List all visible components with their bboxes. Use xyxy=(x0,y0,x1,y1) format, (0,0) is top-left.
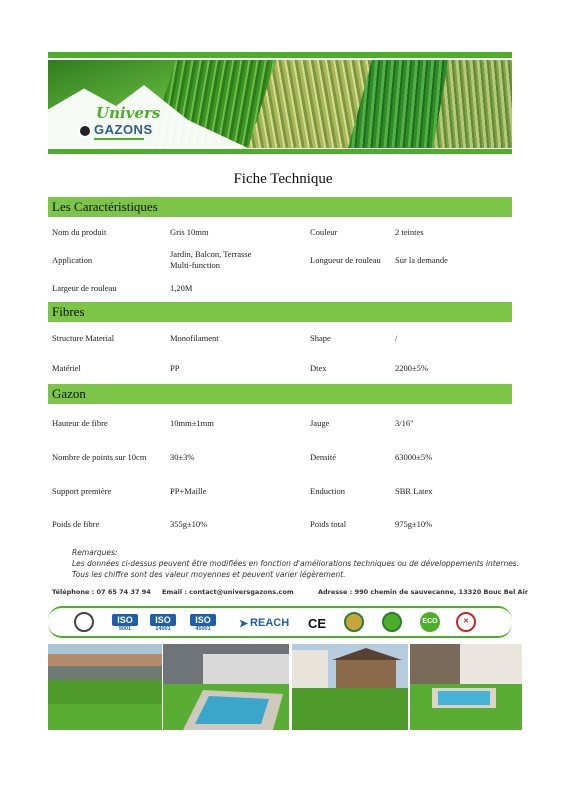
label-longueur-rouleau: Longueur de rouleau xyxy=(310,255,381,265)
label-nom-produit: Nom du produit xyxy=(52,227,107,237)
label-largeur-rouleau: Largeur de rouleau xyxy=(52,283,117,293)
label-support-premiere: Support première xyxy=(52,486,112,496)
reach-logo: ➤ REACH xyxy=(238,617,290,630)
remarks-block xyxy=(72,547,542,580)
section-fibres-heading: Fibres xyxy=(48,302,512,322)
contact-email[interactable]: Email : contact@universgazons.com xyxy=(162,588,294,596)
reach-arrow-icon: ➤ xyxy=(238,617,249,630)
label-dtex: Dtex xyxy=(310,363,327,373)
banner-bottom-bar xyxy=(48,149,512,154)
label-application: Application xyxy=(52,255,93,265)
remarks-line-2: Tous les chiffre sont des valeur moyennes et peuvent varier légèrement. xyxy=(72,570,346,579)
iso-14001-badge: ISO 14001 xyxy=(150,612,176,634)
value-application: Jardin, Balcon, Terrasse xyxy=(170,249,252,259)
logo-text-univers: Univers xyxy=(96,104,161,122)
remarks-title: Remarques: xyxy=(72,548,118,557)
section-gazon-heading: Gazon xyxy=(48,384,512,404)
label-hauteur-fibre: Hauteur de fibre xyxy=(52,418,108,428)
pool-lawn-photo xyxy=(163,644,289,730)
iso-9001-badge: ISO 9001 xyxy=(112,612,138,634)
value-densite: 63000±5% xyxy=(395,452,433,462)
eco-leaf-icon: ECO xyxy=(420,612,440,632)
value-shape: / xyxy=(395,333,398,343)
contact-address: Adresse : 990 chemin de sauvecanne, 13320 Bouc Bel Air xyxy=(318,588,529,596)
label-poids-total: Poids total xyxy=(310,519,347,529)
value-longueur-rouleau: Sur la demande xyxy=(395,255,448,265)
value-poids-fibre: 355g±10% xyxy=(170,519,208,529)
iso-45001-badge: ISO 45001 xyxy=(190,612,216,634)
label-jauge: Jauge xyxy=(310,418,330,428)
value-nombre-points: 30±3% xyxy=(170,452,195,462)
value-couleur: 2 teintes xyxy=(395,227,424,237)
value-nom-produit: Gris 10mm xyxy=(170,227,209,237)
logo-text-gazons: GAZONS xyxy=(94,122,153,137)
value-application-extra: Multi-function xyxy=(170,260,221,270)
label-materiel: Matériel xyxy=(52,363,81,373)
univers-gazons-logo xyxy=(78,104,178,144)
remarks-line-1: Les données ci-dessus peuvent être modifiées en fonction d'améliorations techniques ou de développements internes. xyxy=(72,559,520,568)
label-poids-fibre: Poids de fibre xyxy=(52,519,100,529)
value-jauge: 3/16" xyxy=(395,418,414,428)
label-couleur: Couleur xyxy=(310,227,338,237)
banner-top-bar xyxy=(48,52,512,58)
label-shape: Shape xyxy=(310,333,331,343)
label-enduction: Enduction xyxy=(310,486,345,496)
value-largeur-rouleau: 1,20M xyxy=(170,283,193,293)
value-structure-material: Monofilament xyxy=(170,333,219,343)
cabin-lawn-photo xyxy=(292,644,408,730)
value-poids-total: 975g±10% xyxy=(395,519,433,529)
label-nombre-points: Nombre de points sur 10cm xyxy=(52,452,147,462)
label-densite: Densité xyxy=(310,452,336,462)
section-caracteristiques-heading: Les Caractéristiques xyxy=(48,197,512,217)
contact-phone[interactable]: Téléphone : 07 65 74 37 94 xyxy=(52,588,151,596)
value-enduction: SBR Latex xyxy=(395,486,433,496)
soccer-ball-icon xyxy=(78,124,92,138)
recycle-icon xyxy=(382,612,402,632)
garden-lawn-photo xyxy=(48,644,162,730)
value-dtex: 2200±5% xyxy=(395,363,428,373)
value-support-premiere: PP+Maille xyxy=(170,486,207,496)
no-fire-icon: ✕ xyxy=(456,612,476,632)
quality-seal-icon xyxy=(74,612,94,632)
ce-mark: CE xyxy=(307,615,327,631)
page-title: Fiche Technique xyxy=(233,171,333,187)
label-structure-material: Structure Material xyxy=(52,333,115,343)
pool-garden-photo xyxy=(410,644,522,730)
eco-seal-icon xyxy=(344,612,364,632)
value-hauteur-fibre: 10mm±1mm xyxy=(170,418,214,428)
value-materiel: PP xyxy=(170,363,180,373)
